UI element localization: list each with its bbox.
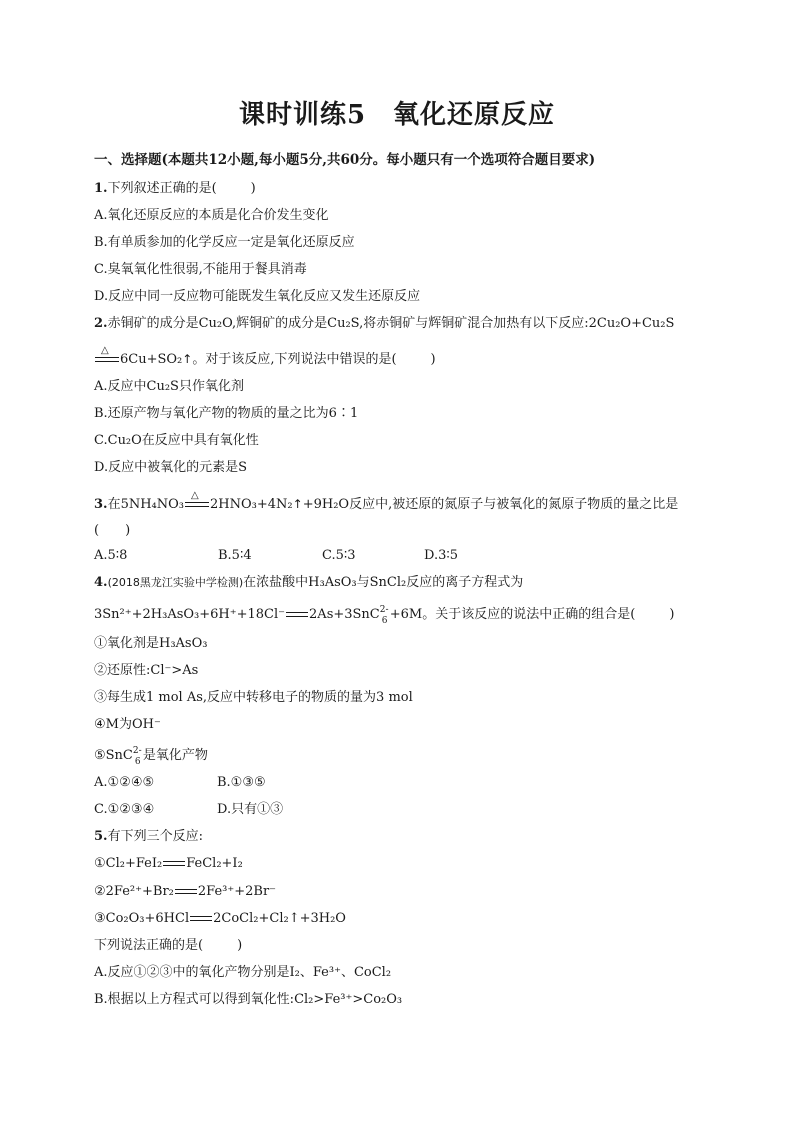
- question-number: 3.: [94, 497, 108, 512]
- equation-product: 2CoCl₂+Cl₂↑+3H₂O: [213, 911, 346, 926]
- statement-2: ②还原性:Cl⁻>As: [94, 663, 199, 678]
- reaction-3: [94, 911, 346, 927]
- equals-sign: [190, 914, 212, 924]
- equation-reactant: ③Co₂O₃+6HCl: [94, 911, 190, 926]
- statement-1: ①氧化剂是H₃AsO₃: [94, 636, 208, 651]
- question-number: 2.: [94, 316, 108, 331]
- section-heading: 一、选择题(本题共12小题,每小题5分,共60分。每小题只有一个选项符合题目要求): [94, 152, 596, 168]
- question-text: 。对于该反应,下列说法中错误的是(: [192, 352, 397, 367]
- ion-charge-superscript: 2-: [132, 745, 142, 756]
- option-row: [94, 775, 266, 791]
- ion-charge-superscript: 2-: [379, 604, 389, 615]
- heat-icon: △: [101, 344, 109, 356]
- question-text: 有下列三个反应:: [107, 829, 203, 844]
- equals-sign: [286, 610, 308, 620]
- question-4-equation: [94, 604, 675, 626]
- option-c: C.Cu₂O在反应中具有氧化性: [94, 433, 259, 448]
- gas-arrow-icon: ↑: [292, 497, 303, 511]
- ion-charge: [379, 604, 390, 626]
- question-text: 下列叙述正确的是(: [107, 181, 217, 196]
- option-a: A.5∶8: [94, 548, 128, 563]
- question-number: 4.: [94, 575, 108, 590]
- question-1-stem: [94, 181, 256, 197]
- question-text: +9H₂O反应中,被还原的氮原子与被氧化的氮原子物质的量之比是: [302, 497, 679, 512]
- paren-close: ): [430, 352, 436, 367]
- statement-5-tail: 是氧化产物: [142, 748, 208, 763]
- option-b: B.有单质参加的化学反应一定是氧化还原反应: [94, 235, 355, 250]
- question-text: 下列说法正确的是(: [94, 938, 204, 953]
- option-a: A.①②④⑤: [94, 775, 155, 790]
- statement-4: ④M为OH⁻: [94, 717, 161, 732]
- reaction-2: [94, 884, 276, 900]
- statement-5-text: ⑤SnC: [94, 748, 133, 763]
- gas-arrow-icon: ↑: [182, 352, 193, 366]
- option-d: D.反应中同一反应物可能既发生氧化反应又发生还原反应: [94, 289, 421, 304]
- equation-product: 2HNO₃+4N₂: [210, 497, 293, 512]
- equation-reactant: 3Sn²⁺+2H₃AsO₃+6H⁺+18Cl⁻: [94, 607, 286, 622]
- equation-reactant: ②2Fe²⁺+Br₂: [94, 884, 174, 899]
- option-a: A.反应中Cu₂S只作氧化剂: [94, 379, 244, 394]
- option-c: C.臭氧氧化性很弱,不能用于餐具消毒: [94, 262, 307, 277]
- question-2-stem: [94, 316, 674, 332]
- paren-close: ): [250, 181, 256, 196]
- equation-product: 2Fe³⁺+2Br⁻: [197, 884, 277, 899]
- option-a: A.反应①②③中的氧化产物分别是I₂、Fe³⁺、CoCl₂: [94, 965, 392, 980]
- paren-close: ): [669, 607, 675, 622]
- option-d: D.3∶5: [424, 548, 459, 563]
- equation-product: FeCl₂+I₂: [186, 856, 243, 871]
- question-text: 在浓盐酸中H₃AsO₃与SnCl₂反应的离子方程式为: [243, 575, 524, 590]
- ion-subscript: 6: [381, 615, 388, 626]
- ion-subscript: 6: [134, 756, 141, 767]
- option-c: C.5∶3: [322, 548, 356, 563]
- page-title: 课时训练5 氧化还原反应: [238, 100, 556, 130]
- answer-paren[interactable]: ( ): [94, 523, 131, 538]
- equation-reactant: 在5NH₄NO₃: [107, 497, 185, 512]
- heat-icon: △: [191, 489, 199, 501]
- option-d: D.反应中被氧化的元素是S: [94, 460, 247, 475]
- statement-3: ③每生成1 mol As,反应中转移电子的物质的量为3 mol: [94, 690, 413, 705]
- statement-5: [94, 745, 208, 767]
- question-text: +6M。关于该反应的说法中正确的组合是(: [389, 607, 636, 622]
- question-5-stem: [94, 829, 203, 845]
- option-row: [94, 802, 283, 818]
- option-b: B.①③⑤: [217, 775, 266, 790]
- equation-product: 6Cu+SO₂: [120, 352, 183, 367]
- option-b: B.5∶4: [218, 548, 252, 563]
- equals-sign: [175, 887, 197, 897]
- question-2-stem-cont: [94, 344, 436, 368]
- option-c: C.①②③④: [94, 802, 155, 817]
- equals-sign: [163, 859, 185, 869]
- question-number: 5.: [94, 829, 108, 844]
- question-number: 1.: [94, 181, 108, 196]
- question-source: (2018黑龙江实验中学检测): [107, 576, 244, 589]
- question-5-ask: [94, 938, 242, 954]
- option-b: B.根据以上方程式可以得到氧化性:Cl₂>Fe³⁺>Co₂O₃: [94, 992, 403, 1007]
- ion-charge: [132, 745, 143, 767]
- heat-equals-sign: [95, 344, 119, 365]
- option-d: D.只有①③: [217, 802, 284, 817]
- option-row: [94, 548, 458, 564]
- equation-reactant: ①Cl₂+FeI₂: [94, 856, 163, 871]
- question-3-stem: [94, 489, 679, 513]
- question-text: 赤铜矿的成分是Cu₂O,辉铜矿的成分是Cu₂S,将赤铜矿与辉铜矿混合加热有以下反应:2Cu₂O+Cu₂S: [107, 316, 675, 331]
- question-4-stem: [94, 575, 523, 591]
- option-a: A.氧化还原反应的本质是化合价发生变化: [94, 208, 329, 223]
- equation-product: 2As+3SnC: [309, 607, 380, 622]
- paren-close: ): [237, 938, 243, 953]
- heat-equals-sign: [185, 489, 209, 510]
- reaction-1: [94, 856, 243, 872]
- option-b: B.还原产物与氧化产物的物质的量之比为6∶1: [94, 406, 359, 421]
